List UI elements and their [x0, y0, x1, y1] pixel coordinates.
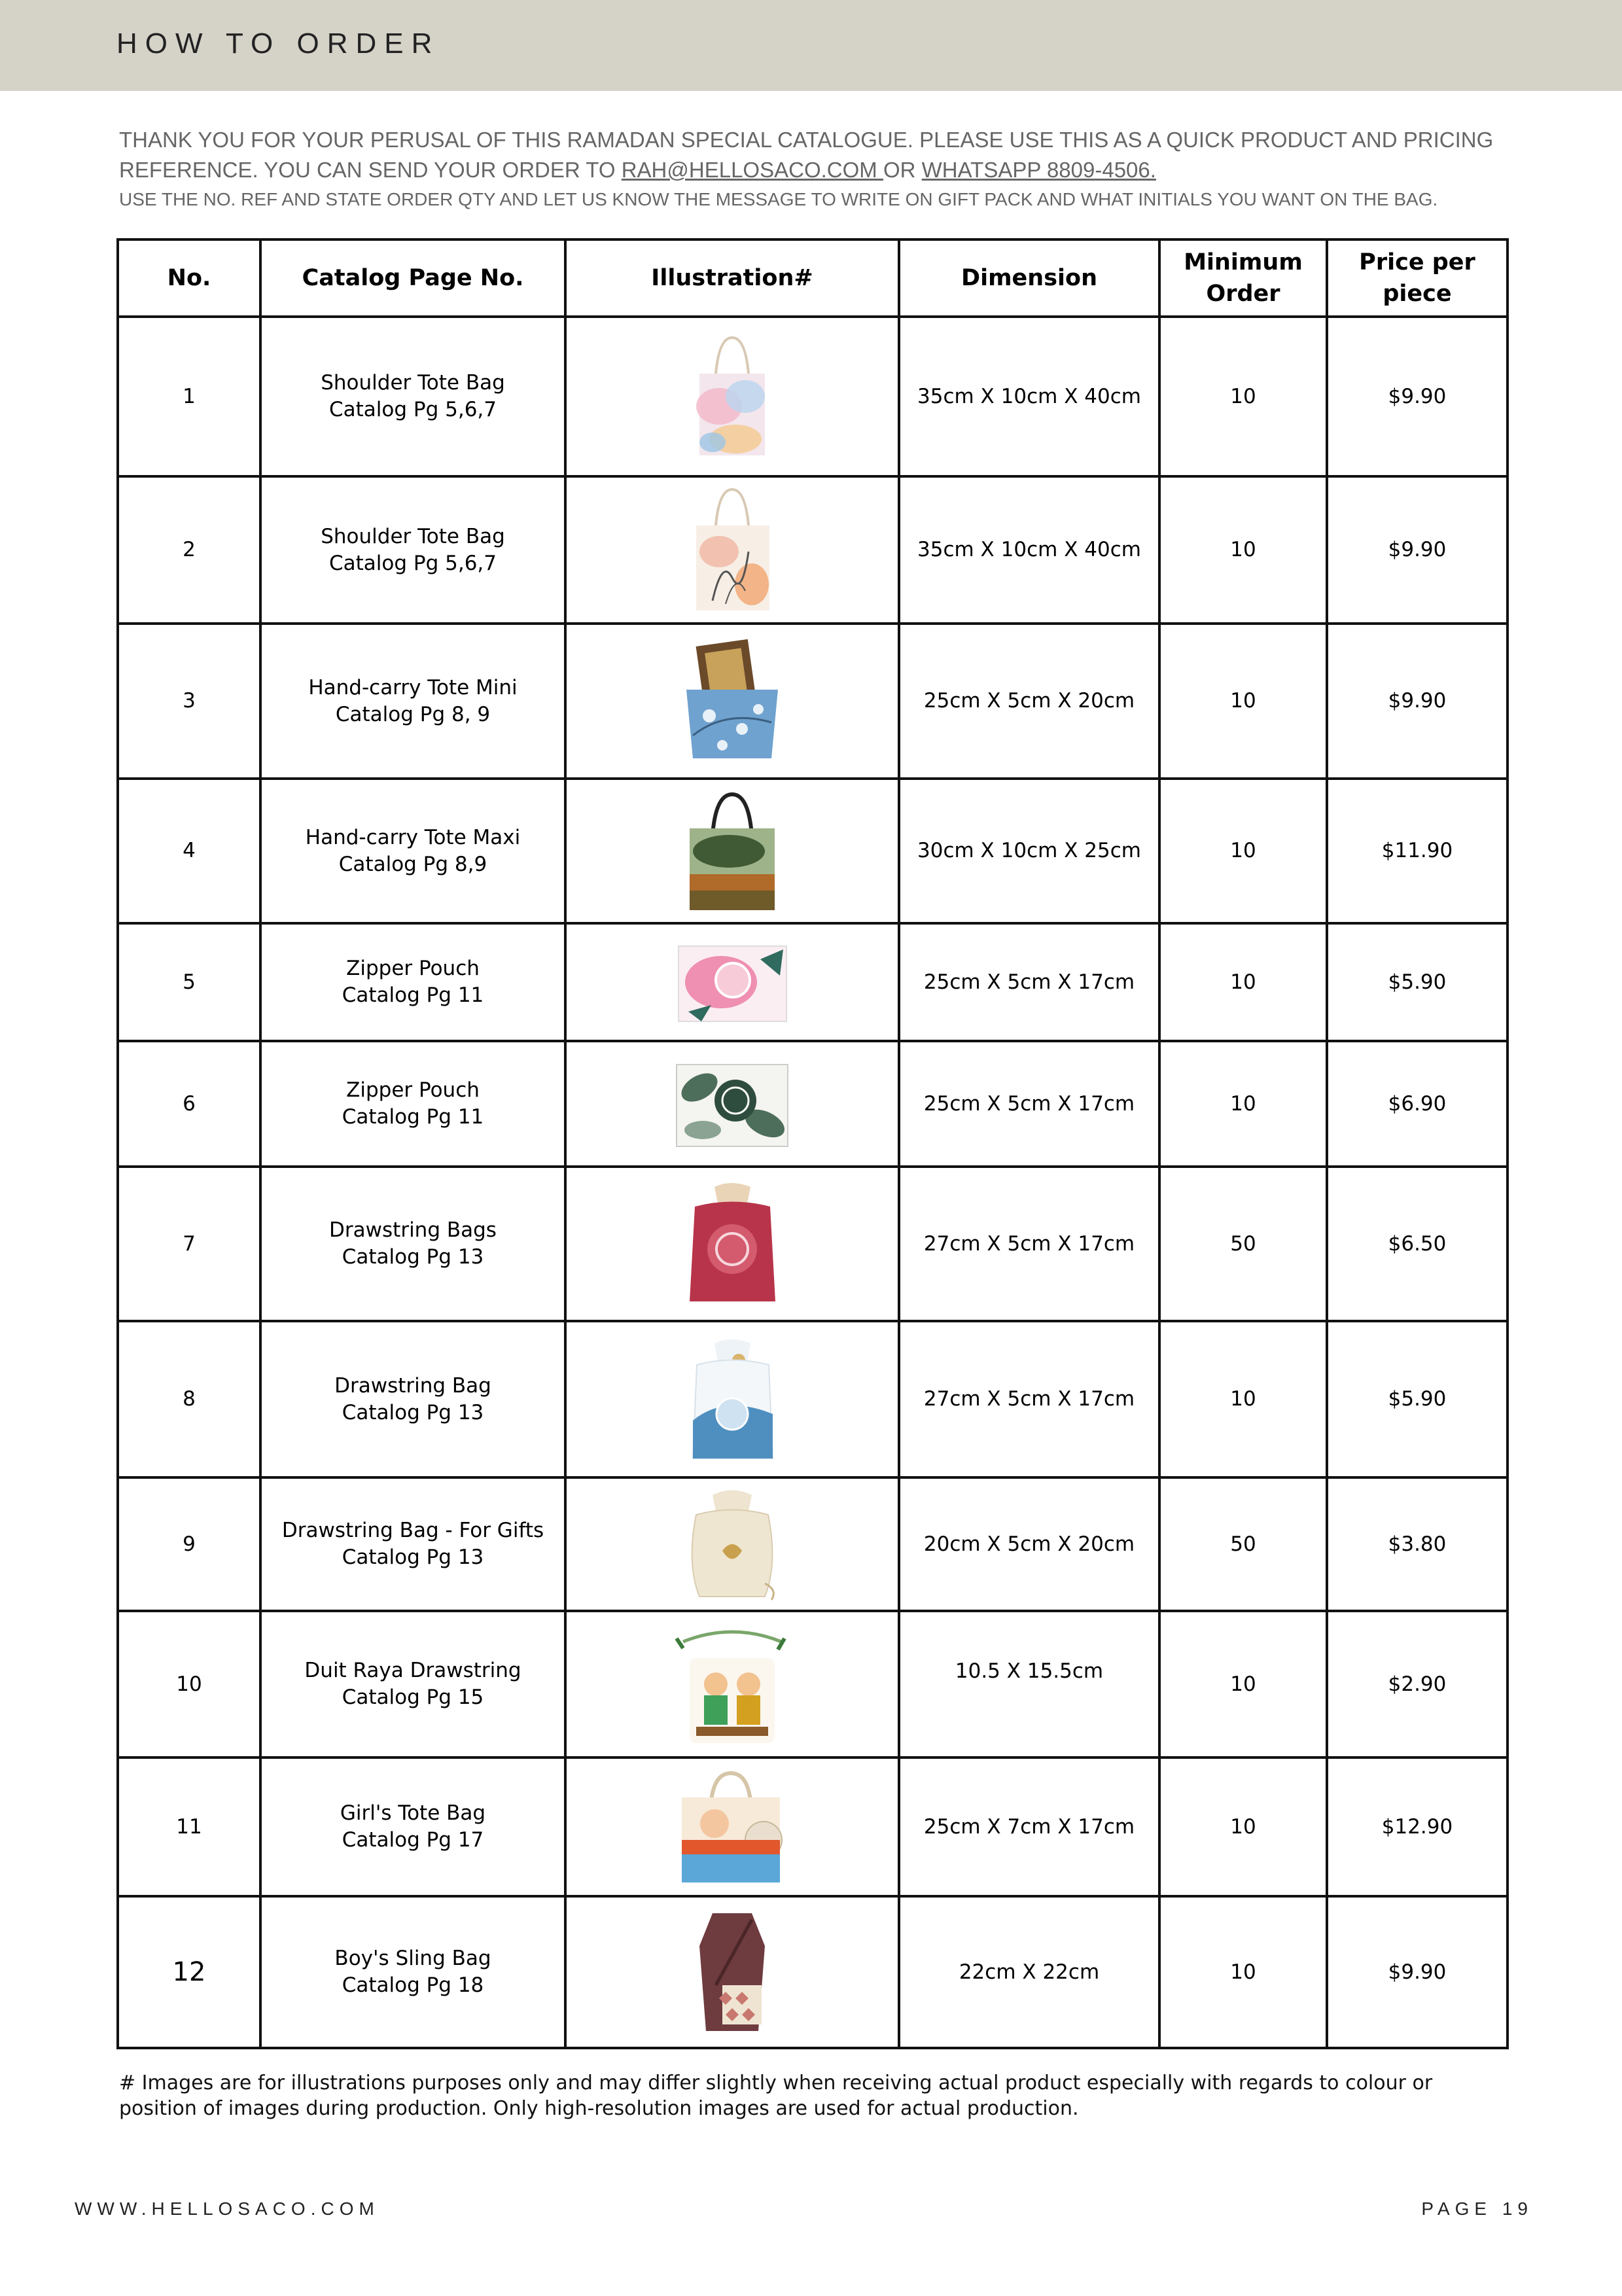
- girls-tote-bag-icon: [675, 1768, 790, 1886]
- catalog-cell: [260, 1611, 565, 1757]
- row-number: 3: [118, 624, 260, 779]
- price-cell: $5.90: [1327, 923, 1507, 1041]
- dimension-cell: 22cm X 22cm: [899, 1896, 1159, 2048]
- catalog-page: Catalog Pg 8, 9: [335, 702, 491, 726]
- min-order-cell: 50: [1159, 1477, 1327, 1611]
- page-title: HOW TO ORDER: [116, 27, 440, 60]
- row-number: 6: [118, 1041, 260, 1167]
- line-art-tote-bag-icon: [686, 486, 778, 614]
- header-price: [1327, 239, 1507, 317]
- dimension-cell: 30cm X 10cm X 25cm: [899, 779, 1159, 923]
- footer-page-number: PAGE 19: [1421, 2199, 1533, 2219]
- dimension-text: 10.5 X 15.5cm: [955, 1659, 1104, 1683]
- red-drawstring-bag-icon: [679, 1180, 786, 1308]
- illustration-cell: [565, 624, 899, 779]
- price-cell: $2.90: [1327, 1611, 1507, 1757]
- catalog-cell: [260, 624, 565, 779]
- header-price-line2: piece: [1383, 281, 1452, 307]
- table-row: [118, 317, 1507, 476]
- pink-floral-pouch-icon: [675, 940, 790, 1025]
- row-number: 5: [118, 923, 260, 1041]
- product-name: Zipper Pouch: [346, 957, 480, 980]
- catalog-page: Catalog Pg 17: [342, 1828, 484, 1852]
- product-name: Zipper Pouch: [346, 1078, 480, 1102]
- blossom-mini-tote-icon: [680, 637, 785, 765]
- intro-text: [119, 125, 1513, 213]
- dimension-cell: [899, 1611, 1159, 1757]
- footer-website[interactable]: WWW.HELLOSACO.COM: [75, 2199, 379, 2219]
- dimension-cell: 27cm X 5cm X 17cm: [899, 1167, 1159, 1321]
- illustration-cell: [565, 1611, 899, 1757]
- boys-sling-bag-icon: [686, 1907, 778, 2038]
- header-min-order-line1: Minimum: [1184, 249, 1303, 275]
- table-row: [118, 1611, 1507, 1757]
- row-number: 7: [118, 1167, 260, 1321]
- illustration-cell: [565, 1167, 899, 1321]
- catalog-cell: [260, 1041, 565, 1167]
- intro-paragraph: [119, 125, 1513, 185]
- dimension-cell: 35cm X 10cm X 40cm: [899, 476, 1159, 624]
- catalog-page: Catalog Pg 15: [342, 1686, 484, 1709]
- table-row: [118, 923, 1507, 1041]
- dimension-cell: 25cm X 7cm X 17cm: [899, 1757, 1159, 1896]
- catalog-cell: [260, 1167, 565, 1321]
- illustration-cell: [565, 1041, 899, 1167]
- header-min-order-line2: Order: [1206, 281, 1280, 307]
- catalog-page: Catalog Pg 8,9: [338, 852, 487, 876]
- product-name: Drawstring Bags: [329, 1218, 497, 1242]
- duit-raya-pouch-icon: [670, 1622, 794, 1746]
- table-header-row: [118, 239, 1507, 317]
- dimension-cell: 25cm X 5cm X 20cm: [899, 624, 1159, 779]
- illustration-cell: [565, 1757, 899, 1896]
- table-row: [118, 1757, 1507, 1896]
- product-name: Drawstring Bag: [334, 1373, 491, 1398]
- row-number: 2: [118, 476, 260, 624]
- illustration-cell: [565, 923, 899, 1041]
- min-order-cell: 10: [1159, 476, 1327, 624]
- gift-drawstring-bag-icon: [680, 1485, 785, 1603]
- min-order-cell: 10: [1159, 1896, 1327, 2048]
- blue-drawstring-bag-icon: [685, 1335, 780, 1463]
- catalog-page: Catalog Pg 13: [342, 1545, 484, 1569]
- price-cell: $9.90: [1327, 624, 1507, 779]
- intro-instructions: USE THE NO. REF AND STATE ORDER QTY AND LET US KNOW THE MESSAGE TO WRITE ON GIFT PACK AND WHAT INITIALS YOU WANT ON THE BAG.: [119, 189, 1438, 209]
- table-row: [118, 1321, 1507, 1477]
- min-order-cell: 50: [1159, 1167, 1327, 1321]
- landscape-maxi-tote-icon: [683, 789, 781, 913]
- price-cell: $6.90: [1327, 1041, 1507, 1167]
- min-order-cell: 10: [1159, 624, 1327, 779]
- catalog-cell: [260, 1757, 565, 1896]
- catalog-page: Catalog Pg 11: [342, 983, 484, 1007]
- min-order-cell: 10: [1159, 1321, 1327, 1477]
- min-order-cell: 10: [1159, 1041, 1327, 1167]
- min-order-cell: 10: [1159, 317, 1327, 476]
- catalog-cell: [260, 317, 565, 476]
- catalog-page: Catalog Pg 5,6,7: [328, 398, 497, 421]
- table-row: [118, 1167, 1507, 1321]
- dimension-cell: 25cm X 5cm X 17cm: [899, 923, 1159, 1041]
- row-number: 1: [118, 317, 260, 476]
- header-dimension: Dimension: [899, 239, 1159, 317]
- catalog-page: Catalog Pg 11: [342, 1105, 484, 1129]
- table-row: [118, 779, 1507, 923]
- product-name: Shoulder Tote Bag: [321, 371, 505, 395]
- row-number: 11: [118, 1757, 260, 1896]
- product-name: Girl's Tote Bag: [340, 1801, 486, 1825]
- min-order-cell: 10: [1159, 1757, 1327, 1896]
- price-cell: $9.90: [1327, 317, 1507, 476]
- product-name: Duit Raya Drawstring: [304, 1659, 521, 1682]
- watercolor-tote-bag-icon: [690, 334, 775, 459]
- intro-line: THANK YOU FOR YOUR PERUSAL OF THIS RAMADAN SPECIAL CATALOGUE. PLEASE USE THIS AS A QUICK PRODUCT AND PRICING REFERENCE. YOU CAN SEND YOUR ORDER TO: [119, 128, 1494, 182]
- footnote: # Images are for illustrations purposes only and may differ slightly when receiving actual product especially with regards to colour or position of images during production. Only high-resolution images are used for actual production.: [119, 2072, 1433, 2120]
- catalog-page: Catalog Pg 5,6,7: [328, 551, 497, 575]
- min-order-cell: 10: [1159, 779, 1327, 923]
- product-name: Hand-carry Tote Maxi: [305, 825, 521, 849]
- intro-or: OR: [883, 158, 922, 182]
- row-number: 8: [118, 1321, 260, 1477]
- dimension-cell: 25cm X 5cm X 17cm: [899, 1041, 1159, 1167]
- illustration-cell: [565, 1477, 899, 1611]
- catalog-page: Catalog Pg 18: [342, 1973, 484, 1997]
- green-leaf-pouch-icon: [673, 1058, 791, 1150]
- dimension-cell: 27cm X 5cm X 17cm: [899, 1321, 1159, 1477]
- catalog-cell: [260, 1896, 565, 2048]
- email-link[interactable]: RAH@HELLOSACO.COM: [621, 158, 883, 182]
- price-cell: $5.90: [1327, 1321, 1507, 1477]
- price-cell: $12.90: [1327, 1757, 1507, 1896]
- header-no: No.: [118, 239, 260, 317]
- price-cell: $11.90: [1327, 779, 1507, 923]
- illustration-cell: [565, 317, 899, 476]
- catalog-cell: [260, 923, 565, 1041]
- min-order-cell: 10: [1159, 923, 1327, 1041]
- header-catalog-page: Catalog Page No.: [260, 239, 565, 317]
- catalog-page: Catalog Pg 13: [342, 1245, 484, 1269]
- catalog-cell: [260, 1477, 565, 1611]
- header-illustration: Illustration#: [565, 239, 899, 317]
- row-number: 9: [118, 1477, 260, 1611]
- header-min-order: [1159, 239, 1327, 317]
- catalog-page: Catalog Pg 13: [342, 1400, 484, 1424]
- illustration-cell: [565, 476, 899, 624]
- illustration-cell: [565, 1321, 899, 1477]
- table-row: [118, 1896, 1507, 2048]
- row-number: 4: [118, 779, 260, 923]
- dimension-cell: 35cm X 10cm X 40cm: [899, 317, 1159, 476]
- price-cell: $9.90: [1327, 476, 1507, 624]
- row-number: 10: [118, 1611, 260, 1757]
- illustration-cell: [565, 1896, 899, 2048]
- illustration-cell: [565, 779, 899, 923]
- price-cell: $3.80: [1327, 1477, 1507, 1611]
- product-name: Hand-carry Tote Mini: [308, 675, 518, 699]
- header-price-line1: Price per: [1359, 249, 1475, 275]
- price-cell: $9.90: [1327, 1896, 1507, 2048]
- product-name: Boy's Sling Bag: [334, 1947, 491, 1970]
- price-cell: $6.50: [1327, 1167, 1507, 1321]
- table-row: [118, 1041, 1507, 1167]
- product-name: Shoulder Tote Bag: [321, 524, 505, 548]
- min-order-cell: 10: [1159, 1611, 1327, 1757]
- dimension-cell: 20cm X 5cm X 20cm: [899, 1477, 1159, 1611]
- catalog-cell: [260, 779, 565, 923]
- catalog-cell: [260, 476, 565, 624]
- order-table: [116, 238, 1509, 2049]
- product-name: Drawstring Bag - For Gifts: [281, 1519, 544, 1542]
- row-number: 12: [118, 1896, 260, 2048]
- table-row: [118, 1477, 1507, 1611]
- table-row: [118, 476, 1507, 624]
- table-row: [118, 624, 1507, 779]
- catalog-cell: [260, 1321, 565, 1477]
- whatsapp-link[interactable]: WHATSAPP 8809-4506.: [921, 158, 1156, 182]
